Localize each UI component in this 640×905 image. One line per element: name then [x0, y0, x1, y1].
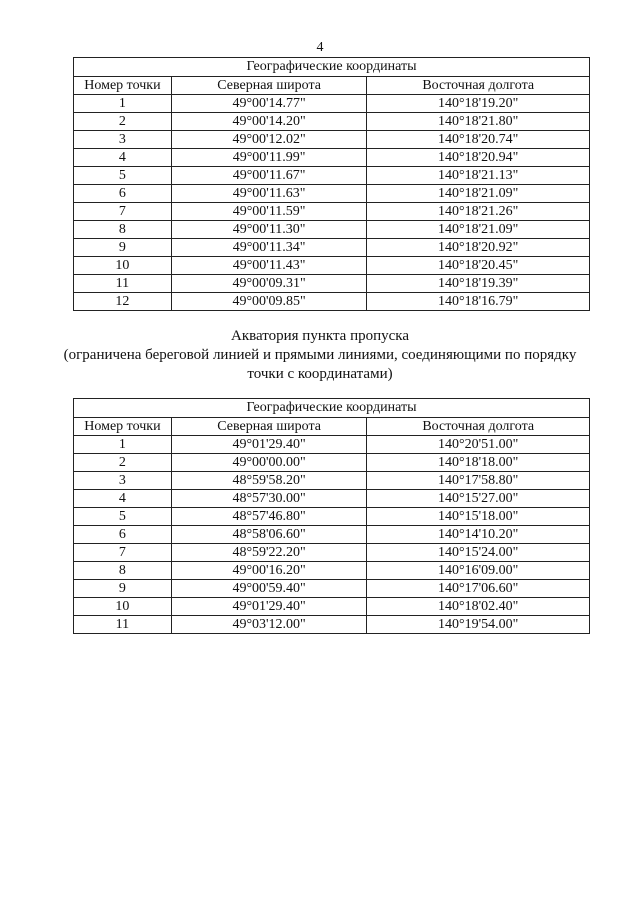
- table-row: [74, 490, 590, 508]
- cell-point-number: 7: [74, 203, 172, 221]
- table-row: [74, 436, 590, 454]
- cell-point-number: 9: [74, 580, 172, 598]
- cell-north-latitude: 48°57'46.80": [171, 508, 367, 526]
- table-row: [74, 526, 590, 544]
- cell-point-number: 1: [74, 436, 172, 454]
- table-body: [74, 95, 590, 311]
- cell-east-longitude: 140°18'20.74": [367, 131, 590, 149]
- cell-east-longitude: 140°18'21.80": [367, 113, 590, 131]
- cell-north-latitude: 48°59'22.20": [171, 544, 367, 562]
- cell-east-longitude: 140°18'20.94": [367, 149, 590, 167]
- table-row: [74, 598, 590, 616]
- table-row: [74, 562, 590, 580]
- cell-north-latitude: 49°00'11.30": [171, 221, 367, 239]
- cell-point-number: 11: [74, 616, 172, 634]
- table-row: [74, 131, 590, 149]
- column-header-point-number: Номер точки: [74, 418, 172, 436]
- table-row: [74, 293, 590, 311]
- table-row: [74, 454, 590, 472]
- cell-east-longitude: 140°18'21.26": [367, 203, 590, 221]
- cell-point-number: 7: [74, 544, 172, 562]
- page-number: 4: [316, 40, 324, 55]
- cell-point-number: 6: [74, 185, 172, 203]
- cell-east-longitude: 140°18'02.40": [367, 598, 590, 616]
- cell-north-latitude: 49°01'29.40": [171, 436, 367, 454]
- column-header-north-latitude: Северная широта: [171, 418, 367, 436]
- cell-east-longitude: 140°18'20.45": [367, 257, 590, 275]
- cell-east-longitude: 140°17'58.80": [367, 472, 590, 490]
- cell-point-number: 9: [74, 239, 172, 257]
- cell-point-number: 3: [74, 131, 172, 149]
- cell-north-latitude: 49°00'11.34": [171, 239, 367, 257]
- table-row: [74, 203, 590, 221]
- column-header-point-number: Номер точки: [74, 77, 172, 95]
- cell-east-longitude: 140°15'24.00": [367, 544, 590, 562]
- cell-point-number: 1: [74, 95, 172, 113]
- cell-east-longitude: 140°18'16.79": [367, 293, 590, 311]
- coordinates-table-2: [73, 398, 590, 634]
- cell-east-longitude: 140°18'21.09": [367, 221, 590, 239]
- section-caption: [40, 327, 600, 384]
- table-row: [74, 185, 590, 203]
- cell-north-latitude: 49°00'11.59": [171, 203, 367, 221]
- cell-east-longitude: 140°18'21.13": [367, 167, 590, 185]
- cell-point-number: 2: [74, 113, 172, 131]
- cell-north-latitude: 49°00'12.02": [171, 131, 367, 149]
- table-row: [74, 275, 590, 293]
- cell-point-number: 11: [74, 275, 172, 293]
- cell-point-number: 2: [74, 454, 172, 472]
- table-row: [74, 580, 590, 598]
- cell-north-latitude: 49°00'09.31": [171, 275, 367, 293]
- cell-point-number: 8: [74, 221, 172, 239]
- table-row: [74, 239, 590, 257]
- cell-north-latitude: 49°00'11.67": [171, 167, 367, 185]
- cell-east-longitude: 140°14'10.20": [367, 526, 590, 544]
- cell-point-number: 8: [74, 562, 172, 580]
- table-group-header: Географические координаты: [74, 58, 590, 77]
- cell-point-number: 10: [74, 257, 172, 275]
- table-row: [74, 167, 590, 185]
- table-row: [74, 544, 590, 562]
- cell-north-latitude: 49°00'14.20": [171, 113, 367, 131]
- cell-east-longitude: 140°18'19.20": [367, 95, 590, 113]
- cell-point-number: 10: [74, 598, 172, 616]
- cell-north-latitude: 49°00'09.85": [171, 293, 367, 311]
- cell-north-latitude: 49°00'16.20": [171, 562, 367, 580]
- table-row: [74, 616, 590, 634]
- table-row: [74, 221, 590, 239]
- cell-north-latitude: 49°00'11.43": [171, 257, 367, 275]
- table-body: [74, 436, 590, 634]
- table-row: [74, 149, 590, 167]
- cell-point-number: 4: [74, 149, 172, 167]
- column-header-north-latitude: Северная широта: [171, 77, 367, 95]
- cell-point-number: 6: [74, 526, 172, 544]
- cell-north-latitude: 49°00'11.63": [171, 185, 367, 203]
- table-row: [74, 472, 590, 490]
- coordinates-table-1: [73, 57, 590, 311]
- cell-point-number: 5: [74, 167, 172, 185]
- cell-point-number: 5: [74, 508, 172, 526]
- cell-point-number: 4: [74, 490, 172, 508]
- cell-north-latitude: 48°59'58.20": [171, 472, 367, 490]
- cell-east-longitude: 140°19'54.00": [367, 616, 590, 634]
- table-row: [74, 257, 590, 275]
- section-subtitle-line-1: (ограничена береговой линией и прямыми линиями, соединяющими по порядку: [63, 347, 577, 363]
- cell-east-longitude: 140°15'27.00": [367, 490, 590, 508]
- cell-east-longitude: 140°18'21.09": [367, 185, 590, 203]
- cell-north-latitude: 49°00'59.40": [171, 580, 367, 598]
- cell-north-latitude: 49°03'12.00": [171, 616, 367, 634]
- cell-east-longitude: 140°20'51.00": [367, 436, 590, 454]
- cell-east-longitude: 140°15'18.00": [367, 508, 590, 526]
- cell-east-longitude: 140°18'19.39": [367, 275, 590, 293]
- table-row: [74, 508, 590, 526]
- cell-point-number: 3: [74, 472, 172, 490]
- table-row: [74, 113, 590, 131]
- cell-east-longitude: 140°18'20.92": [367, 239, 590, 257]
- column-header-east-longitude: Восточная долгота: [367, 418, 590, 436]
- section-subtitle-line-2: точки с координатами): [247, 366, 393, 382]
- column-header-east-longitude: Восточная долгота: [367, 77, 590, 95]
- cell-east-longitude: 140°16'09.00": [367, 562, 590, 580]
- cell-north-latitude: 49°00'11.99": [171, 149, 367, 167]
- cell-point-number: 12: [74, 293, 172, 311]
- cell-east-longitude: 140°17'06.60": [367, 580, 590, 598]
- cell-north-latitude: 49°00'14.77": [171, 95, 367, 113]
- table-group-header: Географические координаты: [74, 399, 590, 418]
- cell-north-latitude: 49°01'29.40": [171, 598, 367, 616]
- table-row: [74, 95, 590, 113]
- cell-east-longitude: 140°18'18.00": [367, 454, 590, 472]
- cell-north-latitude: 48°57'30.00": [171, 490, 367, 508]
- cell-north-latitude: 49°00'00.00": [171, 454, 367, 472]
- cell-north-latitude: 48°58'06.60": [171, 526, 367, 544]
- section-title: Акватория пункта пропуска: [230, 328, 410, 344]
